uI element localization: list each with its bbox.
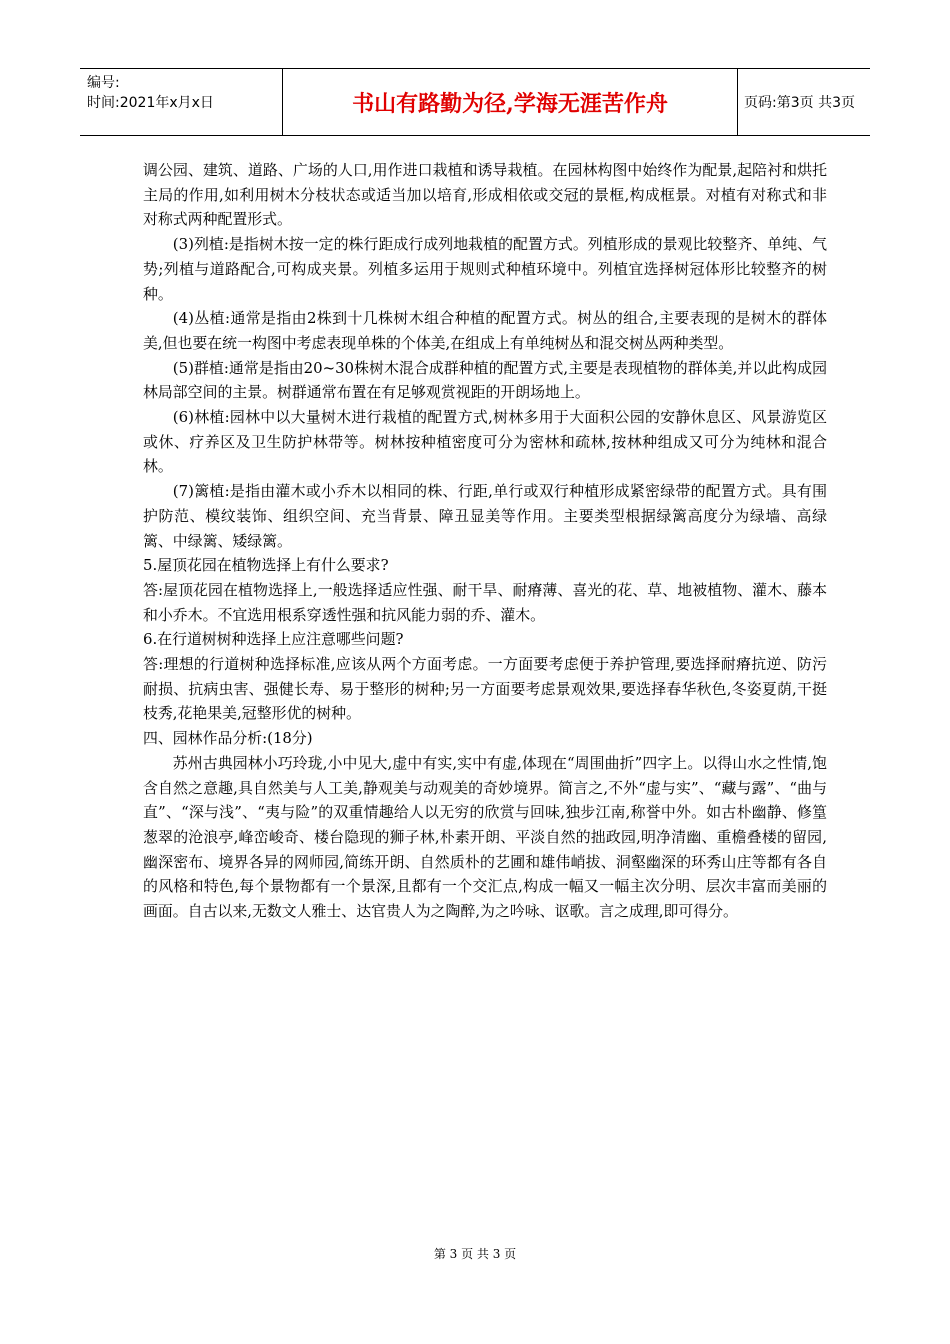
paragraph: (7)篱植:是指由灌木或小乔木以相同的株、行距,单行或双行种植形成紧密绿带的配置方式。具有围护防范、模纹装饰、组织空间、充当背景、障丑显美等作用。主要类型根据绿篱高度分为绿墙、高绿篱、中绿篱、矮绿篱。 bbox=[143, 482, 827, 550]
question-heading: 6.在行道树树种选择上应注意哪些问题? bbox=[143, 630, 404, 649]
paragraph: 苏州古典园林小巧玲珑,小中见大,虚中有实,实中有虚,体现在“周围曲折”四字上。以得山水之性情,饱含自然之意趣,具自然美与人工美,静观美与动观美的奇妙境界。简言之,不外“虚与实”、“藏与露”、“曲与直”、“深与浅”、“夷与险”的双重情趣给人以无穷的欣赏与回味,独步江南,称誉中外。如古朴幽静、修篁葱翠的沧浪亭,峰峦峻奇、楼台隐现的狮子林,朴素开朗、平淡自然的拙政园,明净清幽、重檐叠楼的留园,幽深密布、境界各异的网师园,简练开朗、自然质朴的艺圃和雄伟峭拔、洞壑幽深的环秀山庄等都有各自的风格和特色,每个景物都有一个景深,且都有一个交汇点,构成一幅又一幅主次分明、层次丰富而美丽的画面。自古以来,无数文人雅士、达官贵人为之陶醉,为之吟咏、讴歌。言之成理,即可得分。 bbox=[143, 753, 827, 921]
paragraph: (5)群植:通常是指由20~30株树木混合成群种植的配置方式,主要是表现植物的群体美,并以此构成园林局部空间的主景。树群通常布置在有足够观赏视距的开朗场地上。 bbox=[143, 358, 827, 402]
document-body bbox=[143, 158, 827, 924]
paragraph: 调公园、建筑、道路、广场的人口,用作进口栽植和诱导栽植。在园林构图中始终作为配景,起陪衬和烘托主局的作用,如利用树木分枝状态或适当加以培育,形成相依或交冠的景框,构成框景。对植有对称式和非对称式两种配置形式。 bbox=[143, 161, 827, 229]
answer-paragraph: 答:理想的行道树种选择标准,应该从两个方面考虑。一方面要考虑便于养护管理,要选择耐瘠抗逆、防污耐损、抗病虫害、强健长寿、易于整形的树种;另一方面要考虑景观效果,要选择春华秋色,冬姿夏荫,干挺枝秀,花艳果美,冠整形优的树种。 bbox=[143, 655, 827, 723]
answer-paragraph: 答:屋顶花园在植物选择上,一般选择适应性强、耐干旱、耐瘠薄、喜光的花、草、地被植物、灌木、藤本和小乔木。不宜选用根系穿透性强和抗风能力弱的乔、灌木。 bbox=[143, 580, 827, 624]
header-motto: 书山有路勤为径,学海无涯苦作舟 bbox=[283, 69, 738, 135]
header-page-number: 页码:第3页 共3页 bbox=[744, 95, 855, 111]
paragraph: (3)列植:是指树木按一定的株行距成行成列地栽植的配置方式。列植形成的景观比较整齐、单纯、气势;列植与道路配合,可构成夹景。列植多运用于规则式种植环境中。列植宜选择树冠体形比较整齐的树种。 bbox=[143, 235, 827, 303]
document-number-label: 编号: bbox=[87, 75, 120, 91]
header-meta bbox=[80, 69, 283, 135]
paragraph: (6)林植:园林中以大量树木进行栽植的配置方式,树林多用于大面积公园的安静休息区、风景游览区或休、疗养区及卫生防护林带等。树林按种植密度可分为密林和疏林,按林种组成又可分为纯林和混合林。 bbox=[143, 408, 827, 476]
question-heading: 5.屋顶花园在植物选择上有什么要求? bbox=[143, 556, 389, 575]
page-footer: 第 3 页 共 3 页 bbox=[433, 1247, 517, 1261]
section-heading: 四、园林作品分析:(18分) bbox=[143, 729, 313, 748]
paragraph: (4)丛植:通常是指由2株到十几株树木组合种植的配置方式。树丛的组合,主要表现的是树木的群体美,但也要在统一构图中考虑表现单株的个体美,在组成上有单纯树丛和混交树丛两种类型。 bbox=[143, 309, 827, 352]
document-time-label: 时间:2021年x月x日 bbox=[87, 95, 214, 111]
page-header bbox=[80, 68, 870, 136]
